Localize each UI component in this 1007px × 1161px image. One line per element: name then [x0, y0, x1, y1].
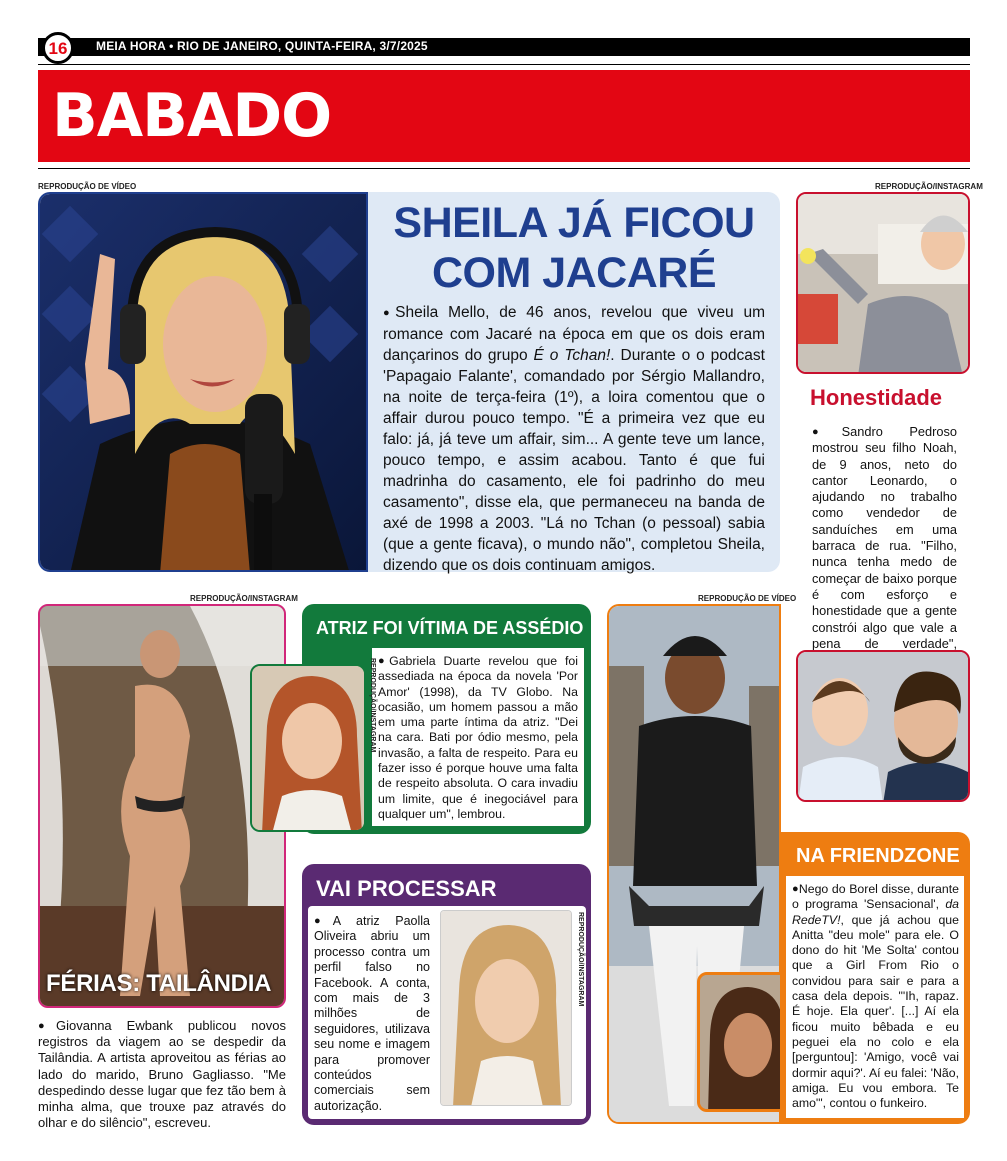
sheila-photo — [38, 192, 368, 572]
ferias-body — [38, 1018, 286, 1131]
father-son-photo — [796, 650, 970, 802]
body-text: Gabriela Duarte revelou que foi assediada na época da novela 'Por Amor' (1998), da TV Globo. Na ocasião, um homem passou a mão em uma parte íntima da atriz. "Dei na cara. Bati por ódio mesmo, pela invasão, a falta de respeito. Para eu fazer isso é porque houve uma falta de respeito absoluta. O cara invadiu um limite, que é inegociável para qualquer um", lembrou. — [378, 654, 578, 821]
processar-title: VAI PROCESSAR — [316, 876, 497, 901]
body-text: , que já achou que Anitta "deu mole" para ele. O dono do hit 'Me Solta' contou que a Girl From Rio o convidou para sair e para a casa dela depois. "'Ih, rapaz. É hoje. Ela quer'. [...] Aí ela ficou muito bêbada e eu peguei ela no colo e ela [perguntou]: 'Amigo, você vai dormir aqui?'. Aí eu falei: 'Não, amiga. Eu vou embora. Te amo'", contou o funkeiro. — [792, 912, 959, 1111]
friendzone-body — [792, 882, 959, 1111]
body-text: A atriz Paolla Oliveira abriu um processo contra um perfil falso no Facebook. A conta, com mais de 3 milhões de seguidores, utilizava seu nome e imagem para promover conteúdos comerciais sem autorização. — [314, 914, 430, 1113]
giovanna-photo — [38, 604, 286, 1008]
processar-body — [314, 914, 430, 1114]
sheila-photo-illustration — [40, 194, 368, 572]
gabriela-photo — [250, 664, 366, 832]
masthead-text: MEIA HORA • RIO DE JANEIRO, QUINTA-FEIRA, 3/7/2025 — [96, 39, 428, 53]
honestidade-title: Honestidade — [810, 385, 943, 410]
assedio-title: ATRIZ FOI VÍTIMA DE ASSÉDIO — [316, 618, 584, 638]
anitta-photo-illustration — [700, 975, 791, 1112]
photo-credit: REPRODUÇÃO/INSTAGRAM — [190, 594, 298, 603]
father-son-illustration — [798, 652, 970, 802]
ferias-caption: FÉRIAS: TAILÂNDIA — [46, 970, 272, 997]
photo-credit: REPRODUÇÃO DE VÍDEO — [38, 182, 137, 191]
divider — [38, 168, 970, 169]
main-story-body — [383, 302, 765, 576]
paolla-photo-illustration — [441, 911, 572, 1106]
body-italic: da RedeTV! — [792, 897, 959, 927]
photo-credit: REPRODUÇÃO/INSTAGRAM — [369, 658, 376, 753]
photo-credit: REPRODUÇÃO/INSTAGRAM — [875, 182, 983, 191]
assedio-body — [378, 654, 578, 822]
body-text: . Durante o o podcast 'Papagaio Falante', comandado por Sérgio Mallandro, na noite de terça-feira (1º), a loira comentou que o affair durou pouco tempo. "É a primeira vez que eu falo: já, já teve um affair, sim... A gente teve um lance, pouco tempo, e assim acabou. Tanto é que fui madrinha do casamento, ele foi padrinho do meu casamento", disse ela, que permaneceu na banda de axé de 1998 a 2003. "Lá no Tchan (o pessoal) sabia (que a gente ficava), o mundo não", completou Sheila, dizendo que os dois continuam amigos. — [383, 347, 765, 574]
page-number: 16 — [42, 32, 74, 64]
headline-line: COM JACARÉ — [431, 249, 717, 297]
body-text: Giovanna Ewbank publicou novos registros da viagem ao se despedir da Tailândia. A artista aproveitou as férias ao lado do marido, Bruno Gagliasso. "Me despedindo desse lugar que fez tão bem à minha alma, que trouxe paz através do olhar e do silêncio", escreveu. — [38, 1018, 286, 1131]
photo-credit: REPRODUÇÃO/INSTAGRAM — [577, 912, 584, 1007]
friendzone-title: NA FRIENDZONE — [796, 845, 960, 867]
body-text: Sheila Mello, de 46 anos, revelou que viveu um romance com Jacaré na época em que os dois eram dançarinos do grupo — [383, 304, 765, 364]
honestidade-body — [812, 424, 957, 685]
gabriela-photo-illustration — [252, 666, 366, 832]
photo-credit: REPRODUÇÃO DE VÍDEO — [698, 594, 797, 603]
main-headline — [372, 198, 776, 298]
noah-photo — [796, 192, 970, 374]
body-text: Sandro Pedroso mostrou seu filho Noah, de 9 anos, neto do cantor Leonardo, o ajudando no trabalho como vendedor de sanduíches em uma barraca de rua. "Filho, nunca tenha medo de começar de baixo porque é com esforço e honestidade que a gente constrói algo que vale a pena de verdade", — [812, 424, 957, 651]
anitta-photo — [697, 972, 791, 1112]
headline-line: SHEILA JÁ FICOU — [393, 199, 755, 247]
body-text: Nego do Borel disse, durante o programa 'Sensacional', — [792, 882, 959, 912]
noah-photo-illustration — [798, 194, 970, 374]
paolla-photo — [440, 910, 572, 1106]
body-italic: É o Tchan! — [533, 347, 611, 364]
divider — [38, 64, 970, 65]
section-title: BABADO — [52, 81, 332, 151]
